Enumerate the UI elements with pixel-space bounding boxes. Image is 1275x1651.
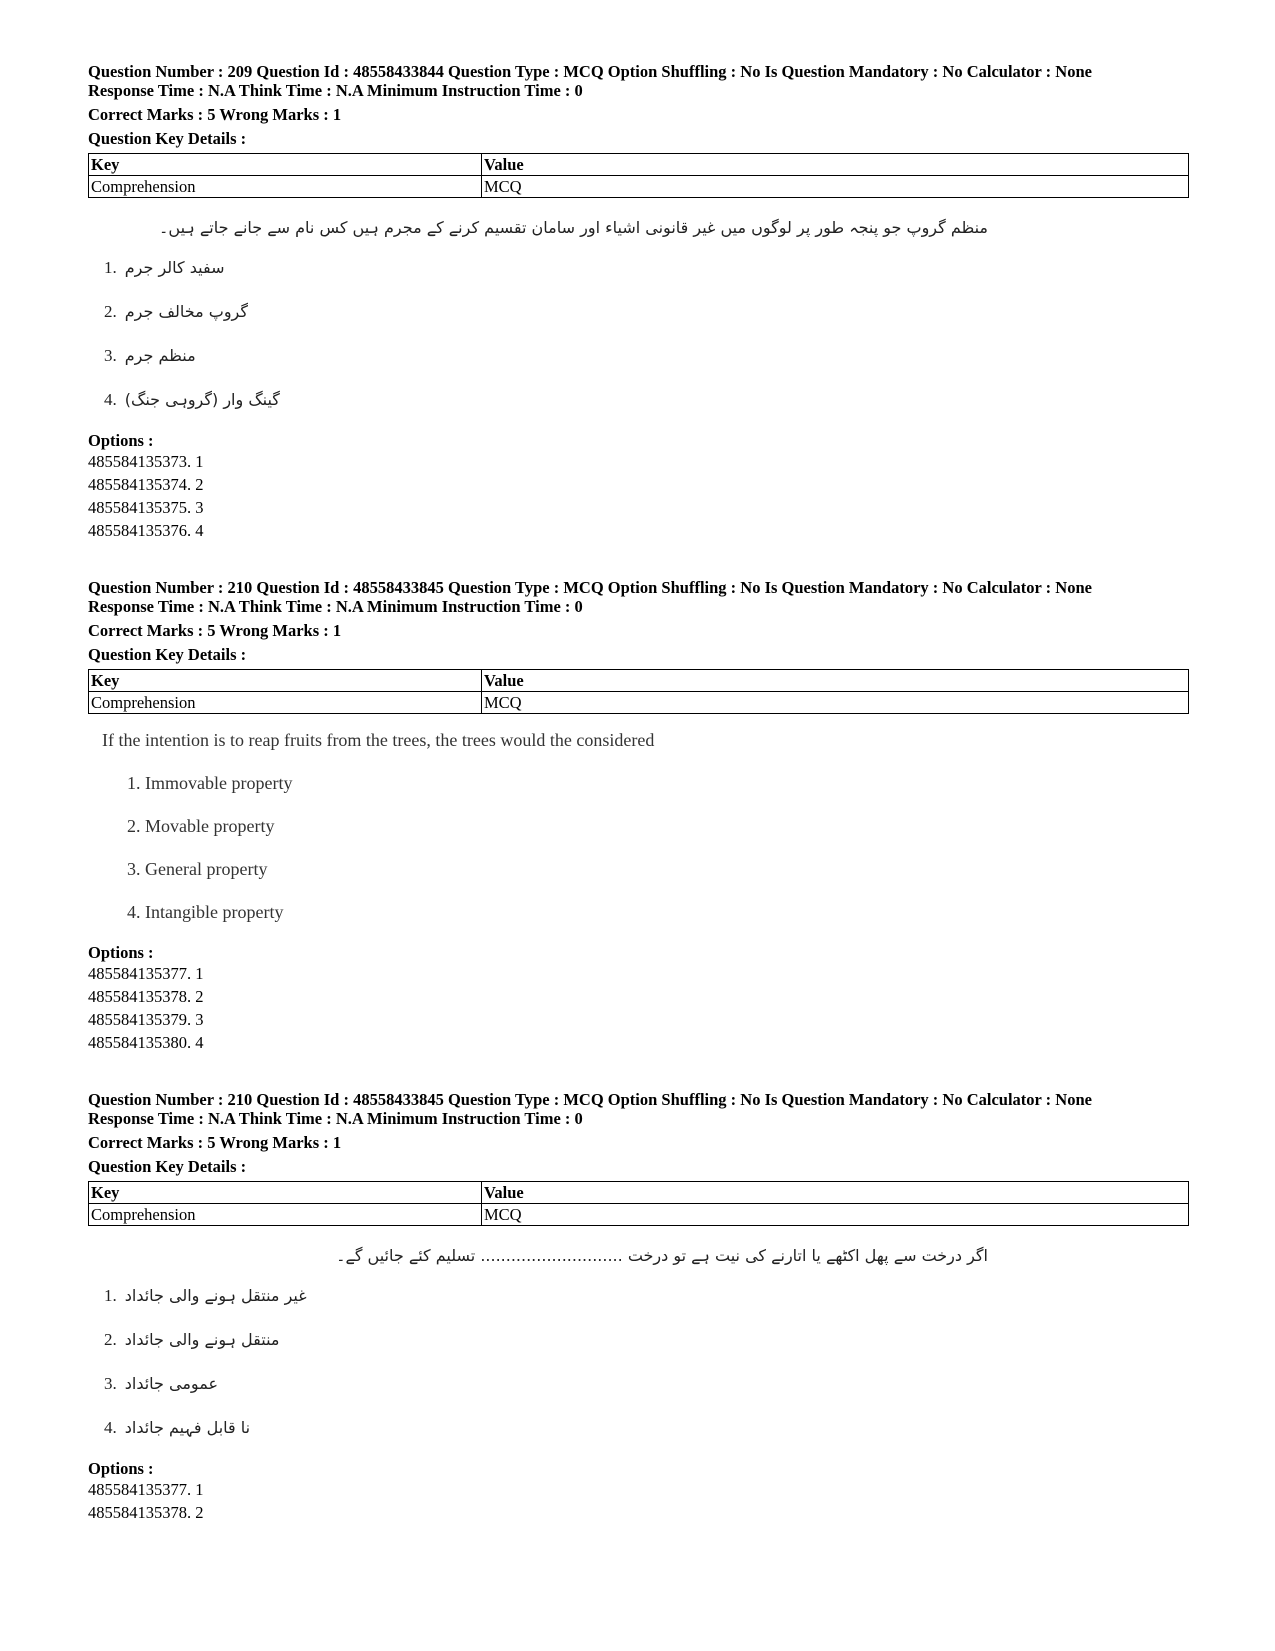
table-cell-value: MCQ xyxy=(482,1204,1189,1226)
table-cell-key: Comprehension xyxy=(89,692,482,714)
choice-text: عمومی جائداد xyxy=(124,1374,218,1393)
choice-item: 1. Immovable property xyxy=(127,773,293,793)
option-id: 485584135373. 1 xyxy=(88,452,204,471)
choice-text: گینگ وار (گروہی جنگ) xyxy=(124,390,280,409)
choice-item xyxy=(104,1373,1188,1395)
choice-item: 3. General property xyxy=(127,859,268,879)
key-details-table xyxy=(88,153,1189,198)
choice-number: 1. xyxy=(104,258,117,277)
key-details-table xyxy=(88,669,1189,714)
option-id: 485584135379. 3 xyxy=(88,1010,204,1029)
choice-item: 2. Movable property xyxy=(127,816,275,836)
choice-item xyxy=(104,345,1188,367)
table-header-key: Key xyxy=(89,670,482,692)
question-stem: If the intention is to reap fruits from the trees, the trees would the considered xyxy=(102,730,655,750)
choice-item: 4. Intangible property xyxy=(127,902,284,922)
choice-item xyxy=(104,1417,1188,1439)
table-cell-key: Comprehension xyxy=(89,176,482,198)
option-id: 485584135377. 1 xyxy=(88,964,204,983)
choice-item xyxy=(104,1285,1188,1307)
option-id: 485584135376. 4 xyxy=(88,521,204,540)
choice-text: منتقل ہونے والی جائداد xyxy=(124,1330,280,1349)
choice-number: 1. xyxy=(104,1286,117,1305)
choice-number: 3. xyxy=(104,1374,117,1393)
question-block xyxy=(88,1090,1188,1524)
choice-item xyxy=(104,301,1188,323)
table-row xyxy=(89,1204,1189,1226)
options-heading: Options : xyxy=(88,943,154,962)
table-row xyxy=(89,692,1189,714)
table-header-key: Key xyxy=(89,154,482,176)
question-timing-line: Response Time : N.A Think Time : N.A Minimum Instruction Time : 0 xyxy=(88,81,583,100)
option-id: 485584135378. 2 xyxy=(88,987,204,1006)
options-heading: Options : xyxy=(88,431,154,450)
question-meta-line: Question Number : 209 Question Id : 48558433844 Question Type : MCQ Option Shuffling : No Is Question Mandatory : No Calculator : None xyxy=(88,62,1092,81)
option-id: 485584135378. 2 xyxy=(88,1503,204,1522)
table-header-row xyxy=(89,154,1189,176)
choice-text: سفید کالر جرم xyxy=(124,258,225,277)
choice-number: 3. xyxy=(104,346,117,365)
choice-number: 2. xyxy=(104,1330,117,1349)
table-header-key: Key xyxy=(89,1182,482,1204)
choice-number: 4. xyxy=(104,390,117,409)
key-details-heading: Question Key Details : xyxy=(88,129,247,148)
table-header-row xyxy=(89,1182,1189,1204)
choice-item xyxy=(104,257,1188,279)
choice-number: 2. xyxy=(104,302,117,321)
table-header-value: Value xyxy=(482,670,1189,692)
key-details-heading: Question Key Details : xyxy=(88,645,247,664)
question-stem: اگر درخت سے پھل اکٹھے یا اتارنے کی نیت ہے تو درخت ............................ تسلیم کئے جائیں گے۔ xyxy=(336,1246,988,1265)
option-id: 485584135374. 2 xyxy=(88,475,204,494)
table-cell-value: MCQ xyxy=(482,692,1189,714)
question-meta-line: Question Number : 210 Question Id : 48558433845 Question Type : MCQ Option Shuffling : No Is Question Mandatory : No Calculator : None xyxy=(88,1090,1092,1109)
question-timing-line: Response Time : N.A Think Time : N.A Minimum Instruction Time : 0 xyxy=(88,597,583,616)
key-details-table xyxy=(88,1181,1189,1226)
question-meta-line: Question Number : 210 Question Id : 48558433845 Question Type : MCQ Option Shuffling : No Is Question Mandatory : No Calculator : None xyxy=(88,578,1092,597)
marks-line: Correct Marks : 5 Wrong Marks : 1 xyxy=(88,1133,342,1152)
choice-text: گروپ مخالف جرم xyxy=(124,302,248,321)
choice-text: نا قابل فہیم جائداد xyxy=(124,1418,251,1437)
document-page xyxy=(88,62,1188,1560)
table-cell-key: Comprehension xyxy=(89,1204,482,1226)
choice-item xyxy=(104,1329,1188,1351)
table-cell-value: MCQ xyxy=(482,176,1189,198)
question-timing-line: Response Time : N.A Think Time : N.A Minimum Instruction Time : 0 xyxy=(88,1109,583,1128)
option-id: 485584135377. 1 xyxy=(88,1480,204,1499)
table-header-value: Value xyxy=(482,154,1189,176)
table-header-row xyxy=(89,670,1189,692)
question-block xyxy=(88,578,1188,1054)
marks-line: Correct Marks : 5 Wrong Marks : 1 xyxy=(88,621,342,640)
choice-text: غیر منتقل ہونے والی جائداد xyxy=(124,1286,307,1305)
key-details-heading: Question Key Details : xyxy=(88,1157,247,1176)
choice-text: منظم جرم xyxy=(124,346,196,365)
options-heading: Options : xyxy=(88,1459,154,1478)
question-block xyxy=(88,62,1188,542)
choice-item xyxy=(104,389,1188,411)
question-stem: منظم گروپ جو پنجہ طور پر لوگوں میں غیر قانونی اشیاء اور سامان تقسیم کرنے کے مجرم ہیں کس نام سے جانے جاتے ہیں۔ xyxy=(159,218,988,237)
option-id: 485584135375. 3 xyxy=(88,498,204,517)
choice-number: 4. xyxy=(104,1418,117,1437)
option-id: 485584135380. 4 xyxy=(88,1033,204,1052)
table-header-value: Value xyxy=(482,1182,1189,1204)
table-row xyxy=(89,176,1189,198)
marks-line: Correct Marks : 5 Wrong Marks : 1 xyxy=(88,105,342,124)
